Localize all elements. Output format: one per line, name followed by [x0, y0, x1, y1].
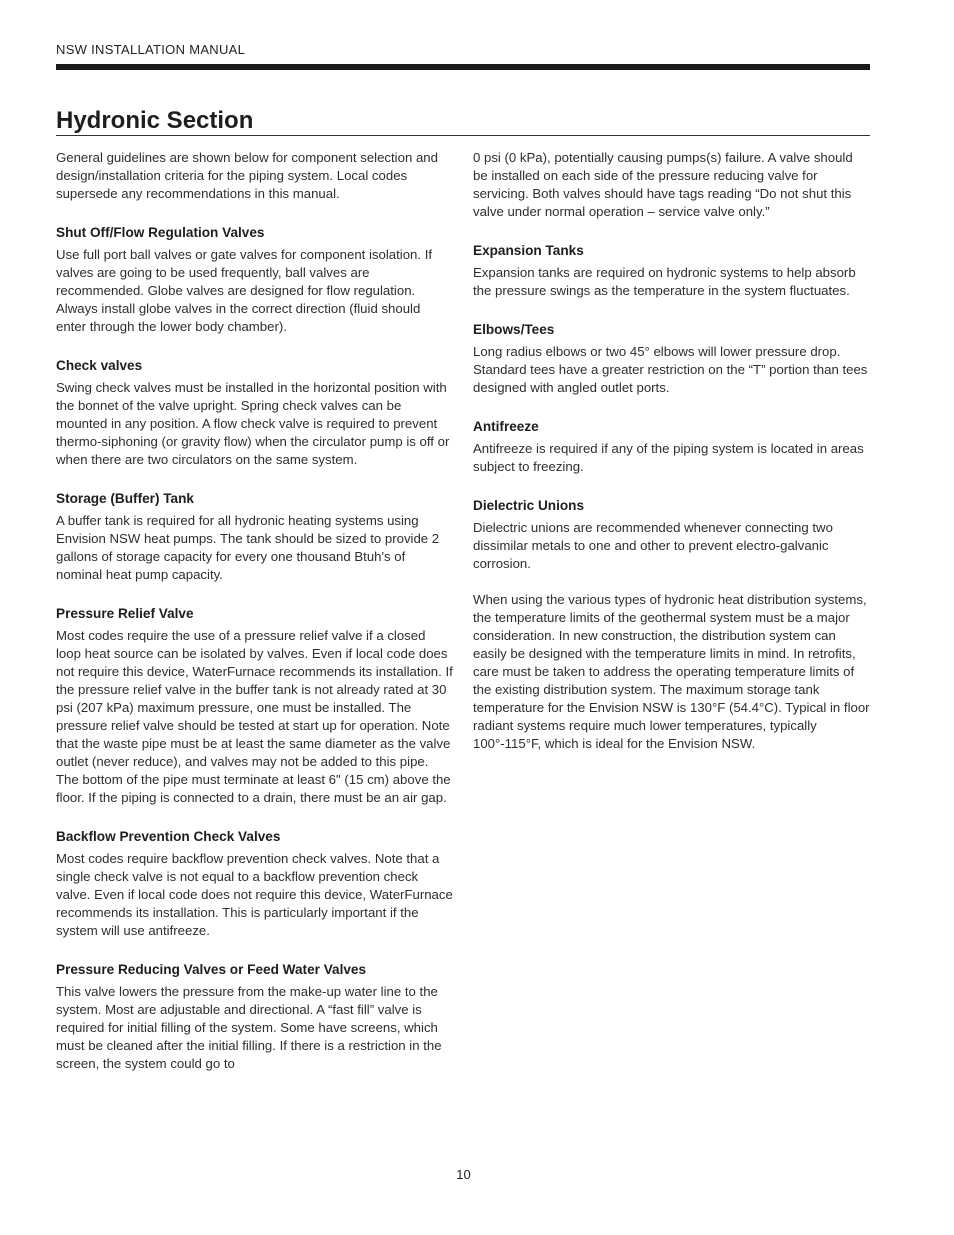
body-shutoff-valves: Use full port ball valves or gate valves for component isolation. If valves are going to be used frequently, ball valves are recommended. Globe valves are designed for flow regulation. Always install globe valves in the correct direction (fluid should enter through the lower body chamber).	[56, 247, 433, 334]
heading-pressure-relief: Pressure Relief Valve	[56, 606, 194, 621]
heading-elbows-tees: Elbows/Tees	[473, 322, 555, 337]
body-check-valves: Swing check valves must be installed in the horizontal position with the bonnet of the valve upright. Spring check valves can be mounted in any position. A flow check valve is required to prevent thermo-siphoning (or gravity flow) when the circulator pump is off or when there are two circulators on the same system.	[56, 380, 450, 467]
manual-title: NSW INSTALLATION MANUAL	[56, 42, 246, 57]
heading-expansion-tanks: Expansion Tanks	[473, 243, 584, 258]
body-antifreeze: Antifreeze is required if any of the piping system is located in areas subject to freezing.	[473, 441, 864, 474]
body-dielectric-unions: Dielectric unions are recommended whenever connecting two dissimilar metals to one and other to prevent electro-galvanic corrosion.	[473, 520, 833, 571]
body-backflow: Most codes require backflow prevention check valves. Note that a single check valve is not equal to a backflow prevention check valve. Even if local code does not require this device, WaterFurnace recommends its installation. This is particularly important if the system will use antifreeze.	[56, 851, 453, 938]
body-buffer-tank: A buffer tank is required for all hydronic heating systems using Envision NSW heat pumps. The tank should be sized to provide 2 gallons of storage capacity for every one thousand Btuh's of nominal heat pump capacity.	[56, 513, 440, 582]
right-column	[473, 149, 871, 753]
heading-backflow: Backflow Prevention Check Valves	[56, 829, 281, 844]
title-rule	[56, 135, 870, 136]
header-rule	[56, 64, 870, 70]
heading-dielectric-unions: Dielectric Unions	[473, 498, 585, 513]
body-expansion-tanks: Expansion tanks are required on hydronic systems to help absorb the pressure swings as the temperature in the system fluctuates.	[473, 265, 856, 298]
body-elbows-tees: Long radius elbows or two 45° elbows will lower pressure drop. Standard tees have a greater restriction on the “T” portion than tees designed with angled outlet ports.	[473, 344, 868, 395]
intro-paragraph: General guidelines are shown below for component selection and design/installation criteria for the piping system. Local codes supersede any recommendations in this manual.	[56, 150, 438, 201]
left-column	[56, 149, 454, 1073]
heading-buffer-tank: Storage (Buffer) Tank	[56, 491, 194, 506]
heading-shutoff-valves: Shut Off/Flow Regulation Valves	[56, 225, 265, 240]
body-pressure-reducing: This valve lowers the pressure from the make-up water line to the system. Most are adjustable and directional. A “fast fill” valve is required for initial filling of the system. Some have screens, which must be cleaned after the initial filling. If there is a restriction in the screen, the system could go to	[56, 984, 442, 1071]
heading-check-valves: Check valves	[56, 358, 143, 373]
page-number: 10	[456, 1167, 471, 1182]
closing-paragraph: When using the various types of hydronic heat distribution systems, the temperature limits of the geothermal system must be a major consideration. In new construction, the distribution system can easily be designed with the temperature limits in mind. In retrofits, care must be taken to address the operating temperature limits of the existing distribution system. The maximum storage tank temperature for the Envision NSW is 130°F (54.4°C). Typical in floor radiant systems require much lower temperatures, typically 100°-115°F, which is ideal for the Envision NSW.	[473, 592, 870, 751]
body-pressure-relief: Most codes require the use of a pressure relief valve if a closed loop heat source can be isolated by valves. Even if local code does not require this device, WaterFurnace recommends its installation. If the pressure relief valve in the buffer tank is not already rated at 30 psi (207 kPa) maximum pressure, one must be installed. The pressure relief valve should be tested at start up for operation. Note that the waste pipe must be at least the same diameter as the valve outlet (never reduce), and valves may not be added to this pipe. The bottom of the pipe must terminate at least 6" (15 cm) above the floor. If the piping is connected to a drain, there must be an air gap.	[56, 628, 453, 805]
heading-antifreeze: Antifreeze	[473, 419, 539, 434]
heading-pressure-reducing: Pressure Reducing Valves or Feed Water Valves	[56, 962, 367, 977]
continuation-paragraph: 0 psi (0 kPa), potentially causing pumps(s) failure. A valve should be installed on each side of the pressure reducing valve for servicing. Both valves should have tags reading “Do not shut this valve under normal operation – service valve only.”	[473, 150, 853, 219]
section-title: Hydronic Section	[56, 107, 254, 134]
